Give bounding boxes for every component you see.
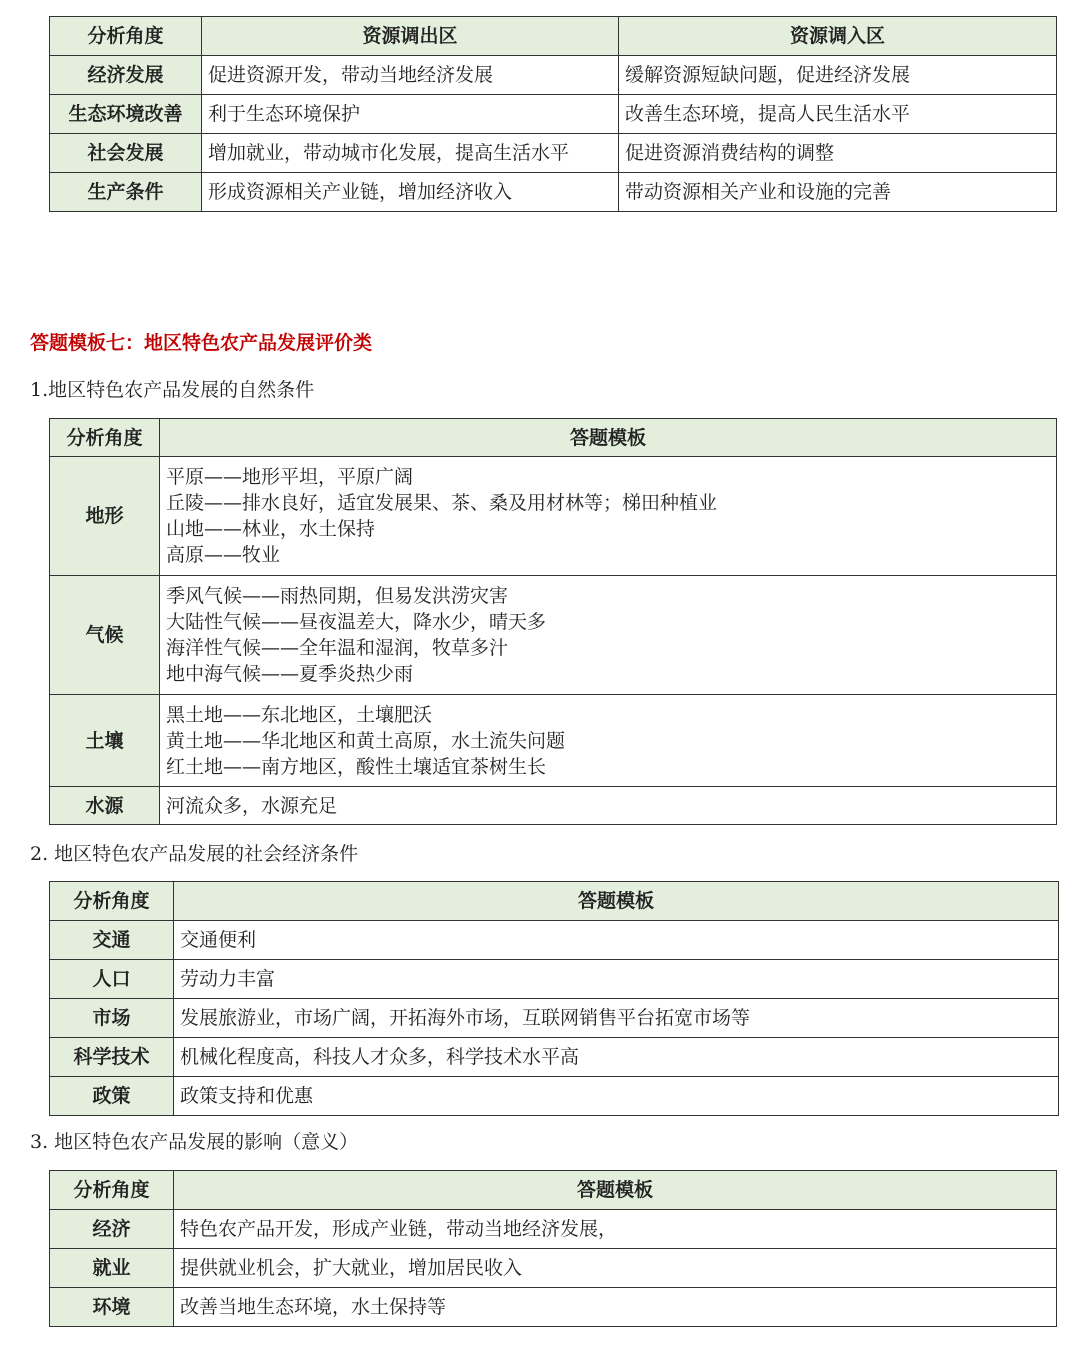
row-label: 市场 (50, 999, 174, 1038)
column-header: 分析角度 (50, 419, 160, 457)
cell-line: 山地——林业，水土保持 (166, 518, 376, 540)
table-row (50, 56, 1057, 95)
row-label: 气候 (50, 576, 160, 695)
cell-line: 平原——地形平坦，平原广阔 (166, 466, 414, 488)
table-row (50, 1038, 1059, 1077)
table-header-row (50, 17, 1057, 56)
table-cell: 形成资源相关产业链，增加经济收入 (202, 173, 619, 212)
table-cell: 特色农产品开发，形成产业链，带动当地经济发展， (174, 1210, 1057, 1249)
row-label: 人口 (50, 960, 174, 999)
table-cell: 交通便利 (174, 921, 1059, 960)
table-cell: 促进资源消费结构的调整 (619, 134, 1057, 173)
row-label: 土壤 (50, 695, 160, 787)
row-label: 生态环境改善 (50, 95, 202, 134)
row-label: 生产条件 (50, 173, 202, 212)
table-header-row (50, 1171, 1057, 1210)
table-header-row (50, 419, 1057, 457)
cell-line: 红土地——南方地区，酸性土壤适宜茶树生长 (166, 755, 547, 778)
column-header: 资源调出区 (202, 17, 619, 56)
column-header: 答题模板 (160, 419, 1057, 457)
row-label: 交通 (50, 921, 174, 960)
row-label: 经济发展 (50, 56, 202, 95)
row-label: 就业 (50, 1249, 174, 1288)
table-cell: 增加就业，带动城市化发展，提高生活水平 (202, 134, 619, 173)
table-cell: 缓解资源短缺问题，促进经济发展 (619, 56, 1057, 95)
column-header: 分析角度 (50, 1171, 174, 1210)
table-row (50, 787, 1057, 825)
table-row (50, 1288, 1057, 1327)
table-row (50, 173, 1057, 212)
table-cell: 提供就业机会，扩大就业，增加居民收入 (174, 1249, 1057, 1288)
table-cell: 促进资源开发，带动当地经济发展 (202, 56, 619, 95)
table-cell: 发展旅游业，市场广阔，开拓海外市场，互联网销售平台拓宽市场等 (174, 999, 1059, 1038)
table-cell: 政策支持和优惠 (174, 1077, 1059, 1116)
table-cell (160, 576, 1057, 695)
row-label: 地形 (50, 457, 160, 576)
table-cell: 改善当地生态环境，水土保持等 (174, 1288, 1057, 1327)
table-row (50, 695, 1057, 787)
table-cell: 带动资源相关产业和设施的完善 (619, 173, 1057, 212)
table-cell: 劳动力丰富 (174, 960, 1059, 999)
cell-line: 丘陵——排水良好，适宜发展果、茶、桑及用材林等；梯田种植业 (166, 492, 718, 514)
table-cell: 改善生态环境，提高人民生活水平 (619, 95, 1057, 134)
table-row (50, 1210, 1057, 1249)
table-row (50, 960, 1059, 999)
impact-table (49, 1170, 1057, 1327)
row-label: 科学技术 (50, 1038, 174, 1077)
table-row (50, 1249, 1057, 1288)
row-label: 政策 (50, 1077, 174, 1116)
table-row (50, 457, 1057, 576)
cell-line: 河流众多，水源充足 (166, 794, 338, 817)
cell-line: 大陆性气候——昼夜温差大，降水少，晴天多 (166, 611, 547, 633)
cell-line: 黄土地——华北地区和黄土高原，水土流失问题 (166, 729, 566, 752)
row-label: 水源 (50, 787, 160, 825)
subtitle-social: 2. 地区特色农产品发展的社会经济条件 (30, 843, 359, 865)
table-cell (160, 695, 1057, 787)
table-cell (160, 787, 1057, 825)
column-header: 资源调入区 (619, 17, 1057, 56)
row-label: 社会发展 (50, 134, 202, 173)
table-row (50, 95, 1057, 134)
table-row (50, 1077, 1059, 1116)
column-header: 答题模板 (174, 1171, 1057, 1210)
table-row (50, 999, 1059, 1038)
resource-transfer-table (49, 16, 1057, 212)
table-row (50, 921, 1059, 960)
column-header: 分析角度 (50, 882, 174, 921)
natural-conditions-table (49, 418, 1057, 825)
cell-line: 季风气候——雨热同期，但易发洪涝灾害 (166, 585, 509, 607)
table-row (50, 576, 1057, 695)
table-row (50, 134, 1057, 173)
table-cell: 机械化程度高，科技人才众多，科学技术水平高 (174, 1038, 1059, 1077)
row-label: 环境 (50, 1288, 174, 1327)
social-conditions-table (49, 881, 1059, 1116)
column-header: 分析角度 (50, 17, 202, 56)
table-cell (160, 457, 1057, 576)
cell-line: 黑土地——东北地区，土壤肥沃 (166, 703, 433, 726)
subtitle-impact: 3. 地区特色农产品发展的影响（意义） (30, 1131, 359, 1153)
cell-line: 地中海气候——夏季炎热少雨 (166, 663, 414, 685)
subtitle-natural: 1.地区特色农产品发展的自然条件 (30, 379, 315, 401)
column-header: 答题模板 (174, 882, 1059, 921)
cell-line: 海洋性气候——全年温和湿润，牧草多汁 (166, 637, 509, 659)
table-header-row (50, 882, 1059, 921)
section-heading: 答题模板七：地区特色农产品发展评价类 (30, 332, 373, 354)
cell-line: 高原——牧业 (166, 544, 281, 566)
table-cell: 利于生态环境保护 (202, 95, 619, 134)
row-label: 经济 (50, 1210, 174, 1249)
